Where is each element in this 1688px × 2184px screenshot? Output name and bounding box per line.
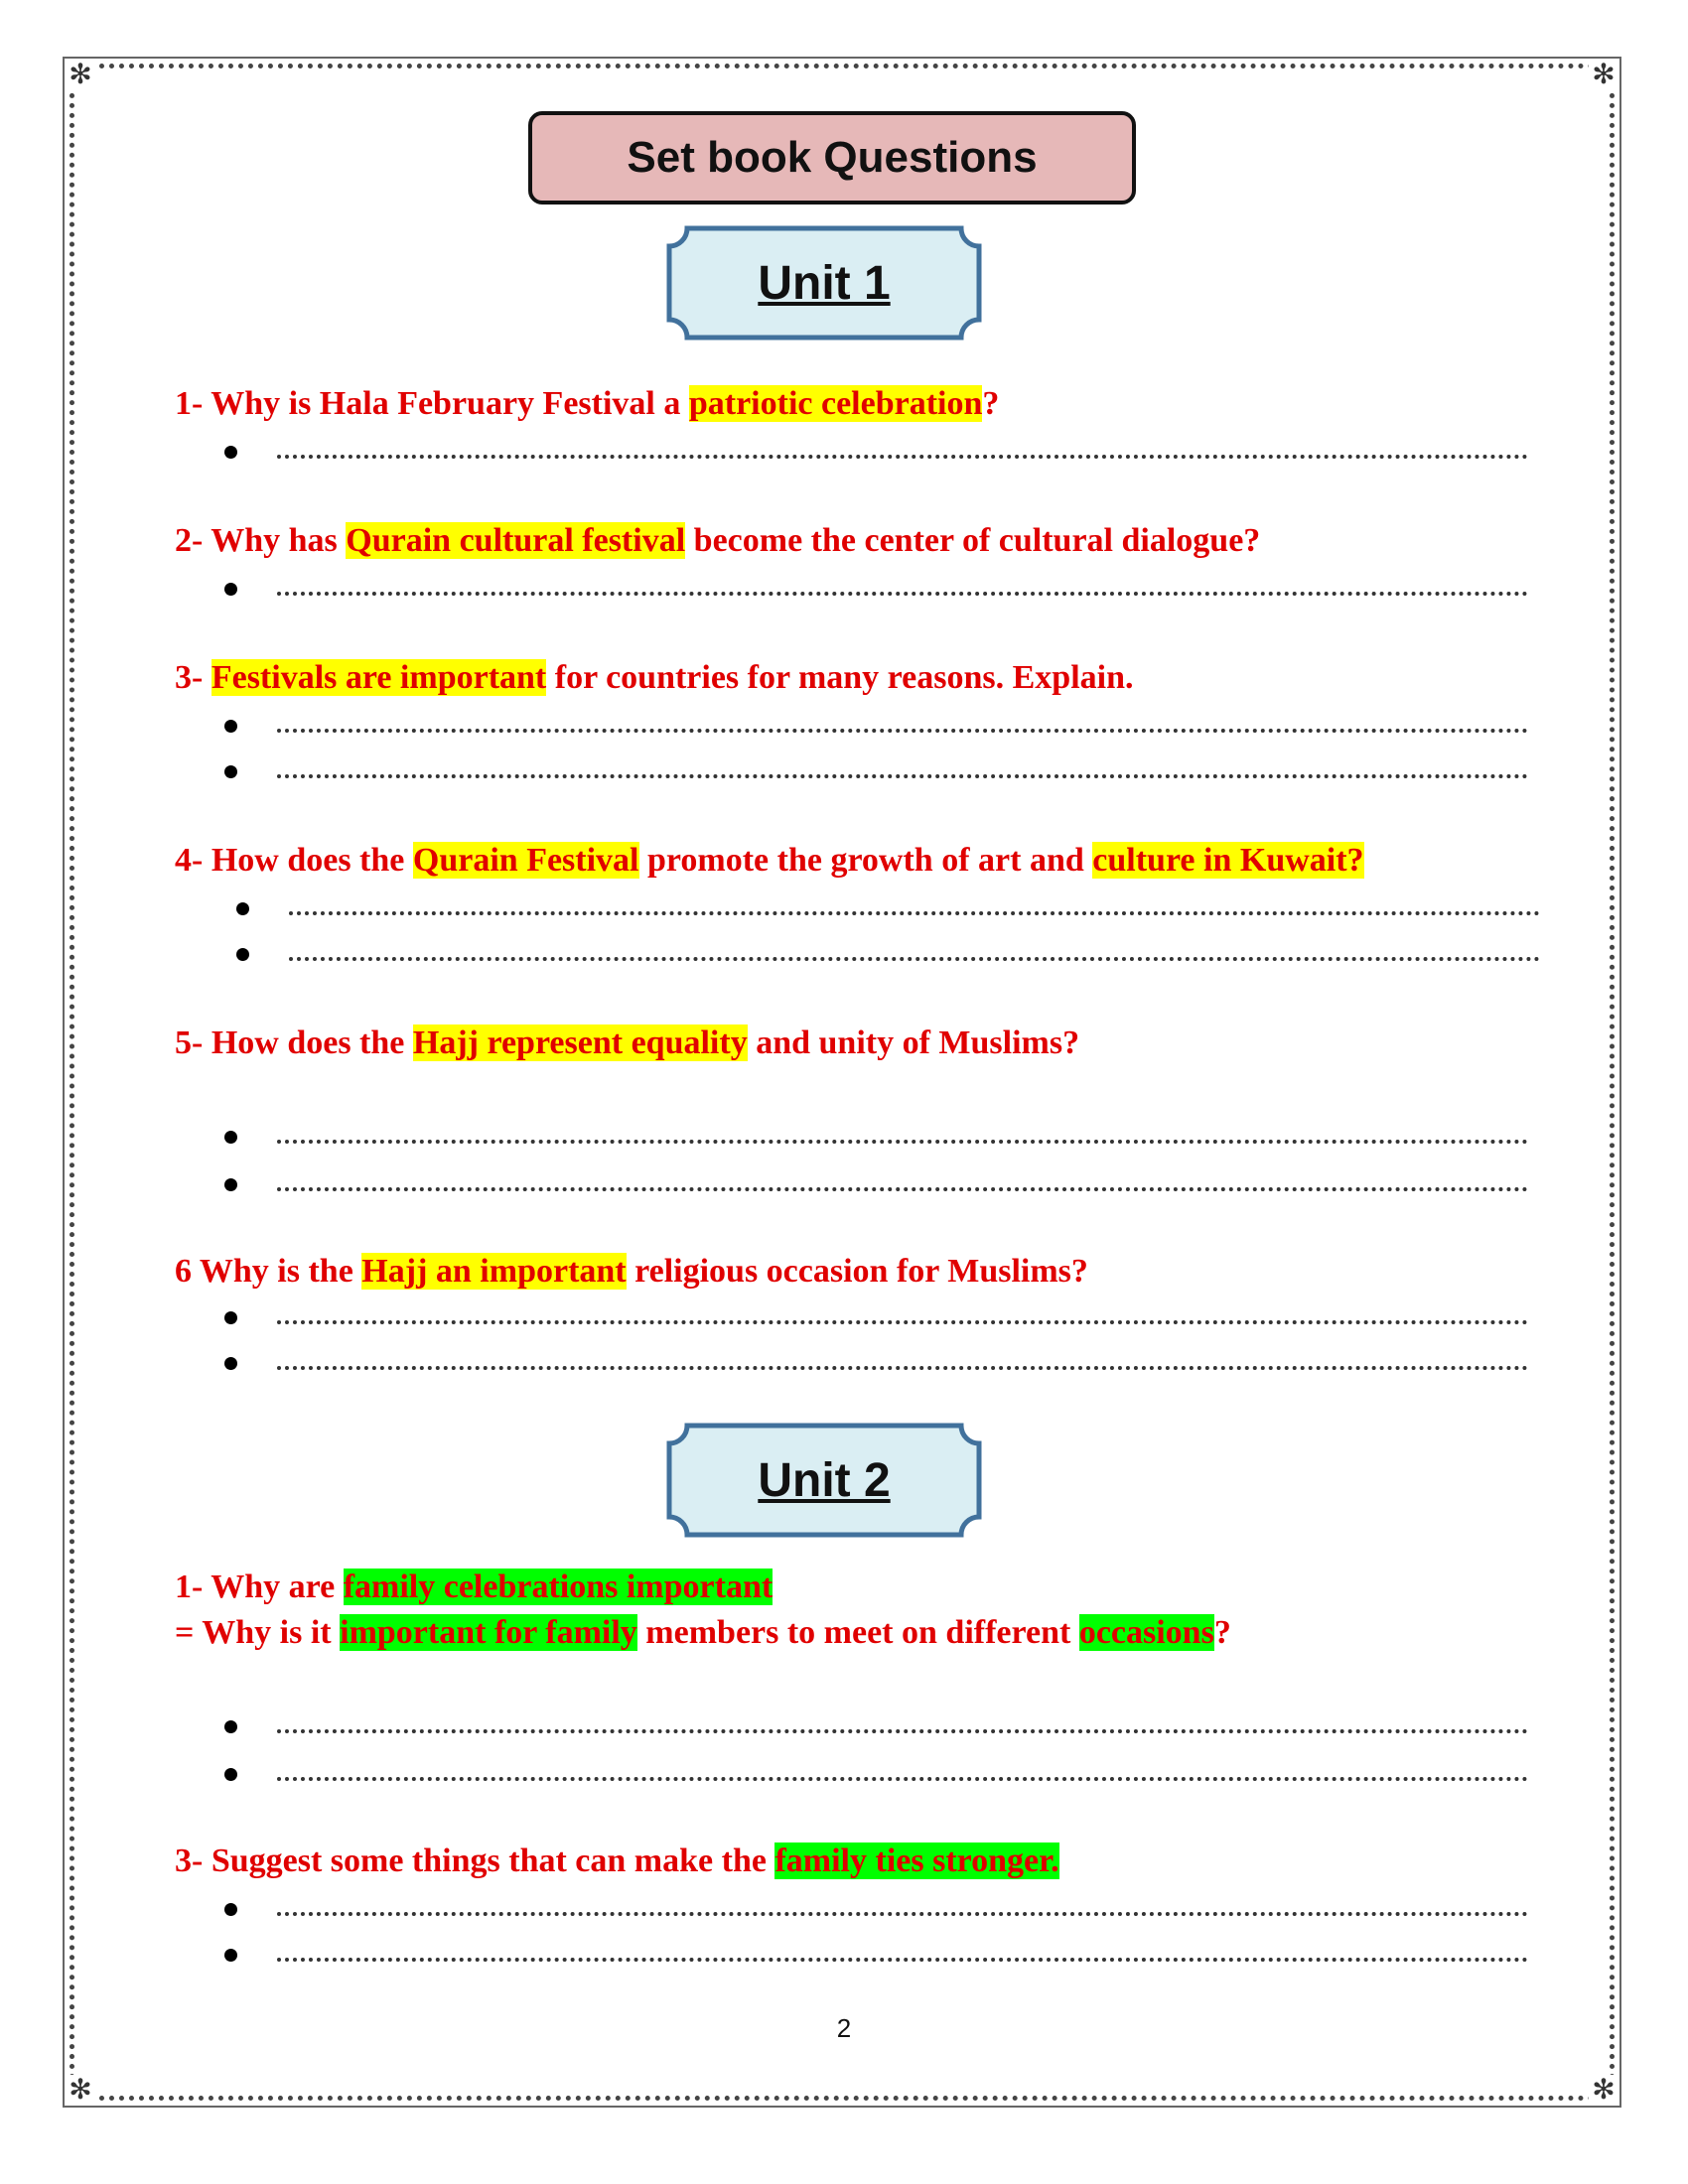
unit-2-badge [665,1422,983,1539]
dotted-answer-space [277,1948,1528,1962]
answer-line[interactable] [224,1177,1528,1191]
dotted-answer-space [277,1177,1528,1191]
page-title: Set book Questions [528,111,1136,205]
answer-line[interactable] [224,719,1528,733]
unit-1-label: Unit 1 [758,256,891,310]
bullet-icon [224,1949,237,1962]
dotted-answer-space [277,445,1528,459]
corner-ornament-icon: ✻ [66,60,95,89]
bullet-icon [224,1311,237,1324]
answer-line[interactable] [224,1719,1528,1733]
bullet-icon [224,1178,237,1191]
dotted-answer-space [289,901,1540,915]
dotted-answer-space [277,582,1528,596]
bullet-icon [224,1903,237,1916]
dotted-answer-space [277,1902,1528,1916]
answer-line[interactable] [224,1902,1528,1916]
dotted-answer-space [289,947,1540,961]
question-u2-3: 3- Suggest some things that can make the family ties stronger. [175,1843,1059,1879]
answer-line[interactable] [224,1310,1528,1324]
answer-line[interactable] [224,445,1528,459]
bullet-icon [224,765,237,778]
dotted-answer-space [277,719,1528,733]
bullet-icon [224,1357,237,1370]
question-u1-1: 1- Why is Hala February Festival a patriotic celebration? [175,385,1000,422]
question-u1-6: 6 Why is the Hajj an important religious occasion for Muslims? [175,1253,1088,1290]
answer-line[interactable] [236,901,1540,915]
bullet-icon [224,1768,237,1781]
answer-line[interactable] [224,582,1528,596]
question-u2-1: 1- Why are family celebrations important [175,1569,774,1605]
page-border [70,64,1615,2101]
bullet-icon [236,948,249,961]
bullet-icon [224,1720,237,1733]
bullet-icon [224,1131,237,1144]
question-u1-2: 2- Why has Qurain cultural festival become the center of cultural dialogue? [175,522,1261,559]
dotted-answer-space [277,764,1528,778]
corner-ornament-icon: ✻ [66,2075,95,2105]
unit-2-label: Unit 2 [758,1453,891,1507]
dotted-answer-space [277,1719,1528,1733]
answer-line[interactable] [224,764,1528,778]
unit-1-badge [665,224,983,341]
question-u2-1-rephrase: = Why is it important for family members to meet on different occasions? [175,1614,1231,1651]
question-u1-5: 5- How does the Hajj represent equality and unity of Muslims? [175,1024,1080,1061]
bullet-icon [224,583,237,596]
answer-line[interactable] [224,1356,1528,1370]
answer-line[interactable] [224,1948,1528,1962]
dotted-answer-space [277,1130,1528,1144]
dotted-answer-space [277,1767,1528,1781]
question-u1-4: 4- How does the Qurain Festival promote the growth of art and culture in Kuwait? [175,842,1364,879]
page-number: 2 [836,2013,852,2043]
answer-line[interactable] [224,1767,1528,1781]
question-u1-3: 3- Festivals are important for countries for many reasons. Explain. [175,659,1134,696]
corner-ornament-icon: ✻ [1589,2075,1618,2105]
bullet-icon [224,720,237,733]
answer-line[interactable] [236,947,1540,961]
bullet-icon [224,446,237,459]
dotted-answer-space [277,1310,1528,1324]
dotted-answer-space [277,1356,1528,1370]
corner-ornament-icon: ✻ [1589,60,1618,89]
answer-line[interactable] [224,1130,1528,1144]
bullet-icon [236,902,249,915]
